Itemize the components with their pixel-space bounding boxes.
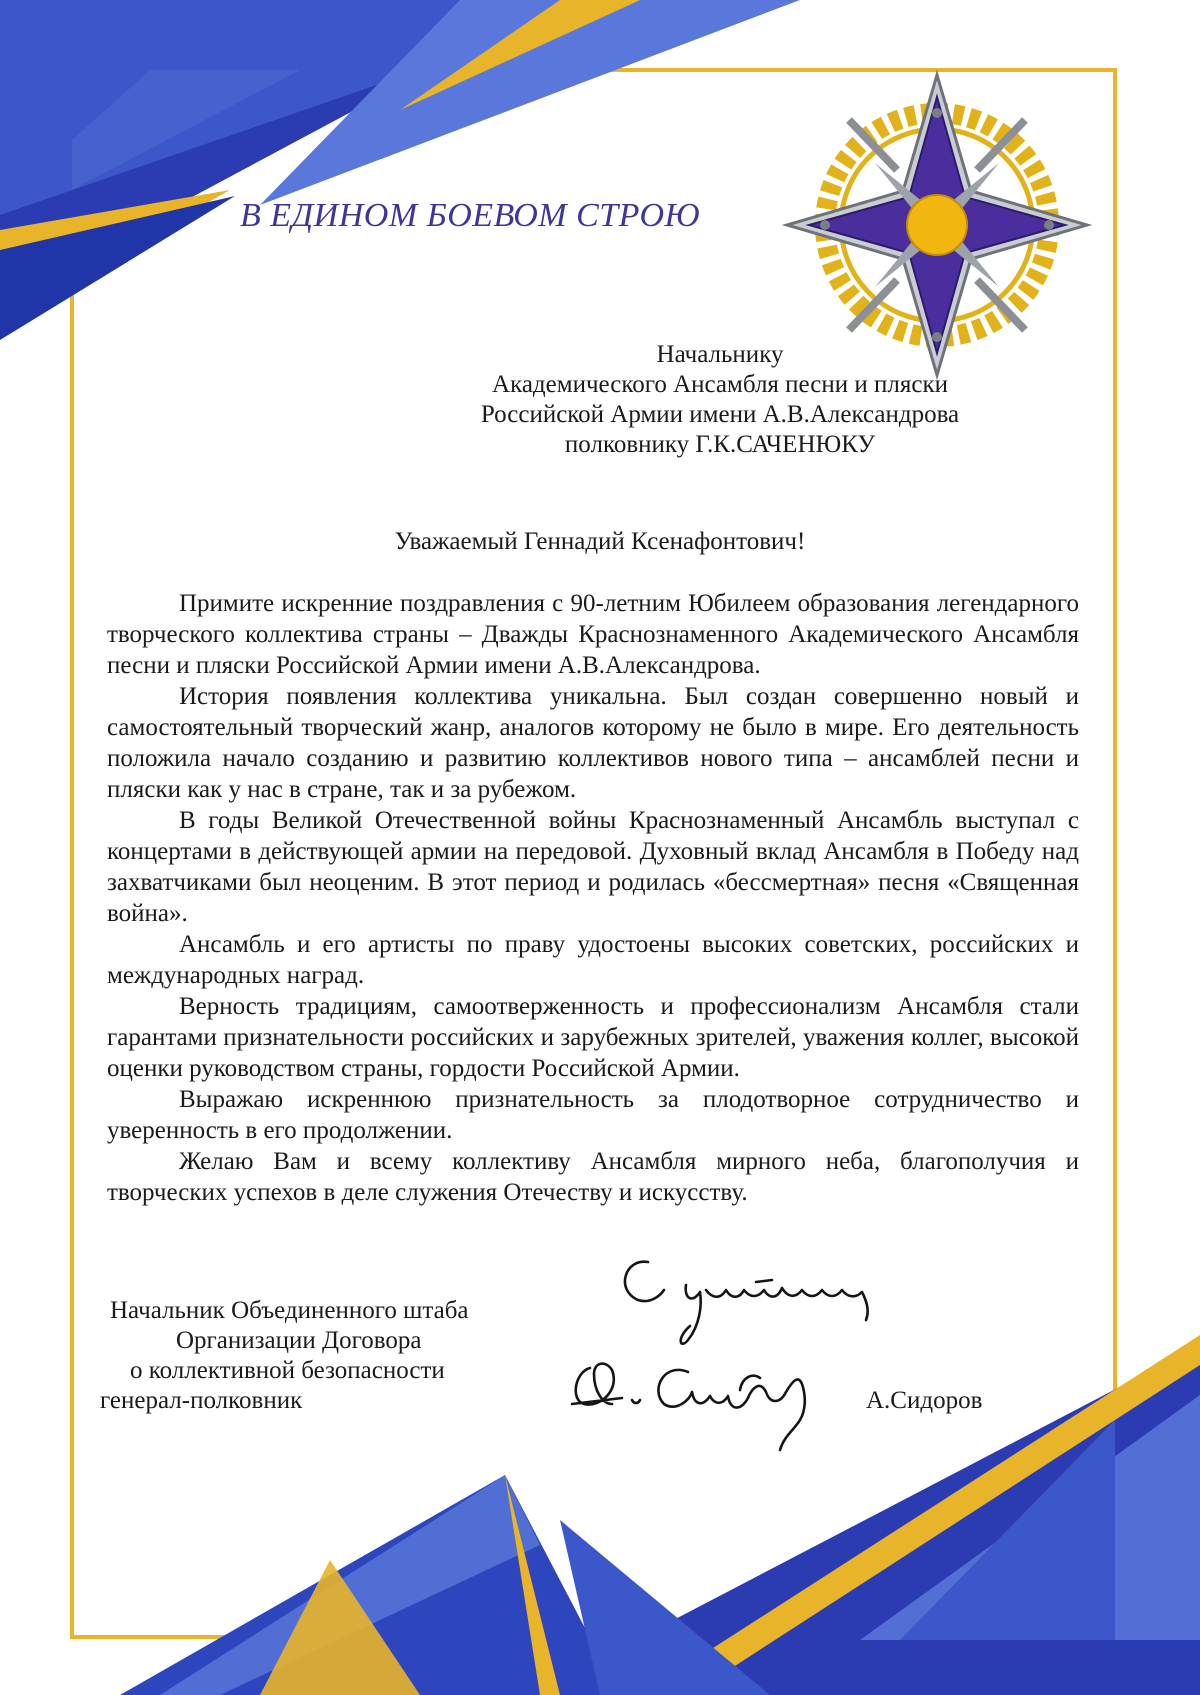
addressee-line: Начальнику (656, 341, 784, 368)
body-paragraph: Выражаю искреннюю признательность за плодотворное сотрудничество и уверенность в его продолжении. (107, 1086, 1079, 1144)
addressee-line: Академического Ансамбля песни и пляски (492, 371, 948, 398)
body-paragraph: Ансамбль и его артисты по праву удостоены высоких советских, российских и международных наград. (107, 931, 1079, 989)
bottom-left-ribbon (120, 1475, 770, 1695)
letter-title: В ЕДИНОМ БОЕВОМ СТРОЮ (240, 197, 701, 234)
position-line: Начальник Объединенного штаба (110, 1297, 469, 1324)
signature-image (572, 1364, 805, 1450)
body-paragraph: История появления коллектива уникальна. Был создан совершенно новый и самостоятельный творческий жанр, аналогов которому не было в мире. Его деятельность положила начало созданию и развитию коллективов нового типа – ансамблей песни и пляски как у нас в стране, так и за рубежом. (107, 683, 1079, 803)
body-paragraph: В годы Великой Отечественной войны Краснознаменный Ансамбль выступал с концертами в действующей армии на передовой. Духовный вклад Ансамбля в Победу над захватчиками был неоценим. В этот период и родилась «бессмертная» песня «Священная война». (107, 807, 1079, 927)
addressee-line: полковнику Г.К.САЧЕНЮКУ (564, 431, 876, 458)
position-line: Организации Договора (176, 1327, 422, 1354)
body-paragraph: Желаю Вам и всему коллективу Ансамбля мирного неба, благополучия и творческих успехов в деле служения Отечеству и искусству. (107, 1148, 1079, 1206)
salutation: Уважаемый Геннадий Ксенафонтович! (394, 528, 806, 555)
addressee-block (440, 340, 1000, 460)
position-line: о коллективной безопасности (130, 1357, 445, 1384)
top-left-ribbon (0, 0, 800, 340)
handwritten-closing (625, 1262, 868, 1344)
addressee-line: Российской Армии имени А.В.Александрова (480, 401, 960, 428)
body-paragraph: Верность традициям, самоотверженность и профессионализм Ансамбля стали гарантами признательности российских и зарубежных зрителей, уважения коллег, высокой оценки руководством страны, гордости Российской Армии. (107, 993, 1079, 1082)
signatory-name: А.Сидоров (866, 1387, 983, 1414)
body-paragraph: Примите искренние поздравления с 90-летним Юбилеем образования легендарного творческого коллектива страны – Дважды Краснознаменного Академического Ансамбля песни и пляски Российской Армии имени А.В.Александрова. (107, 590, 1079, 679)
csto-emblem-icon (787, 75, 1087, 375)
letter-body (107, 588, 1079, 1208)
signatory-position (100, 1296, 540, 1416)
position-line: генерал-полковник (100, 1387, 303, 1414)
